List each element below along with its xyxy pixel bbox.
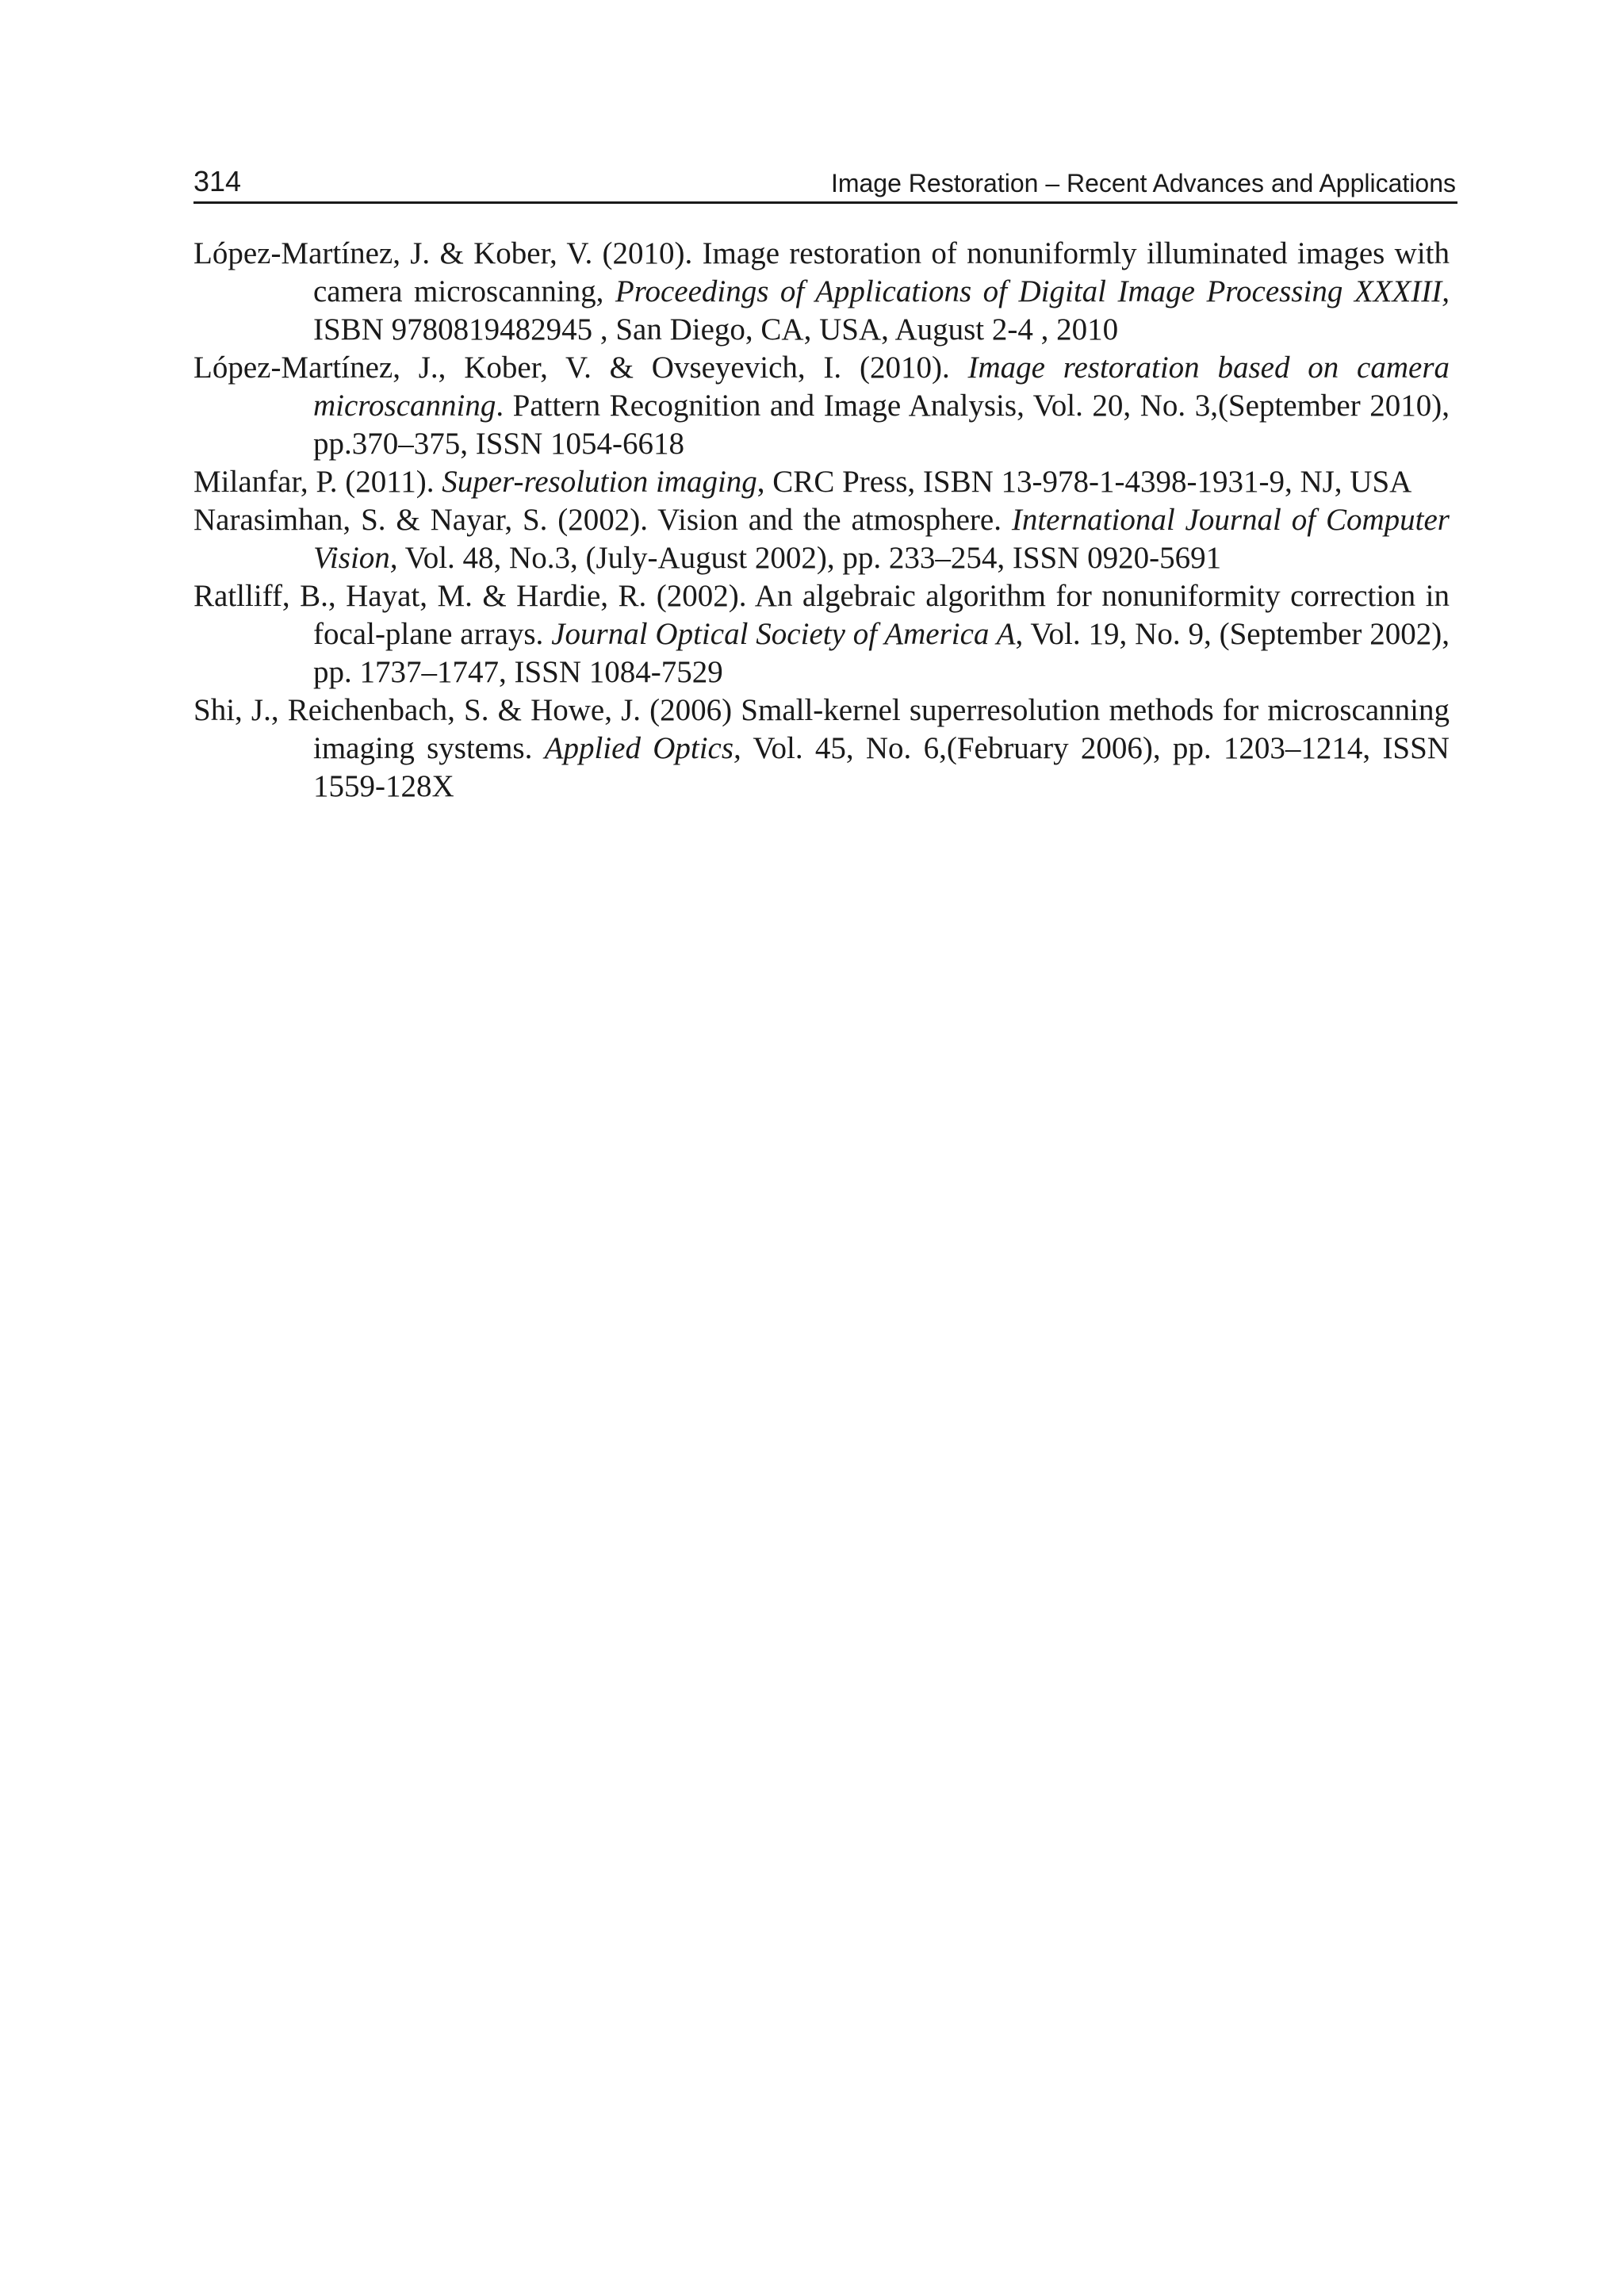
reference-ratliff-hayat-hardie-2002 [193,577,1450,692]
page-number: 314 [193,165,242,197]
reference-lopez-martinez-kober-ovseyevich-2010 [193,349,1450,463]
reference-text: Narasimhan, S. & Nayar, S. (2002). Vision and the atmosphere. [193,503,1012,537]
reference-narasimhan-nayar-2002 [193,501,1450,577]
reference-shi-reichenbach-howe-2006 [193,692,1450,806]
reference-source-title: International Journal of Computer Vision, [313,503,1450,575]
reference-text: Milanfar, P. (2011). [193,465,442,499]
reference-milanfar-2011 [193,463,1450,501]
reference-source-title: Applied Optics, [544,731,741,765]
reference-list [193,235,1450,806]
reference-lopez-martinez-kober-2010 [193,235,1450,349]
reference-text: López-Martínez, J., Kober, V. & Ovseyevich, I. (2010). [193,351,968,385]
reference-details: , CRC Press, ISBN 13-978-1-4398-1931-9, NJ, USA [756,465,1412,499]
reference-source-title: Super-resolution imaging [442,465,757,499]
reference-details: , Vol. 19, No. 9, (September 2002), pp. 1737–1747, ISSN 1084-7529 [313,617,1450,689]
reference-text: López-Martínez, J. & Kober, V. (2010). Image restoration of nonuniformly illuminated images with camera microscanning, [193,236,1450,308]
reference-details: ISBN 9780819482945 , San Diego, CA, USA, August 2-4 , 2010 [313,312,1119,347]
reference-text: Shi, J., Reichenbach, S. & Howe, J. (2006) Small-kernel superresolution methods for microscanning imaging systems. [193,693,1450,765]
reference-source-title: Journal Optical Society of America A [551,617,1016,651]
reference-text: Ratlliff, B., Hayat, M. & Hardie, R. (2002). An algebraic algorithm for nonuniformity correction in focal-plane arrays. [193,579,1450,651]
reference-source-title: Proceedings of Applications of Digital Image Processing XXXIII, [615,274,1450,308]
running-title: Image Restoration – Recent Advances and Applications [830,169,1456,197]
reference-details: . Pattern Recognition and Image Analysis, Vol. 20, No. 3,(September 2010), pp.370–375, ISSN 1054-6618 [313,389,1450,461]
reference-details: Vol. 45, No. 6,(February 2006), pp. 1203–1214, ISSN 1559-128X [313,731,1450,803]
page-header [193,163,1457,204]
reference-source-title: Image restoration based on camera microscanning [313,351,1450,423]
reference-details: Vol. 48, No.3, (July-August 2002), pp. 233–254, ISSN 0920-5691 [397,541,1222,575]
